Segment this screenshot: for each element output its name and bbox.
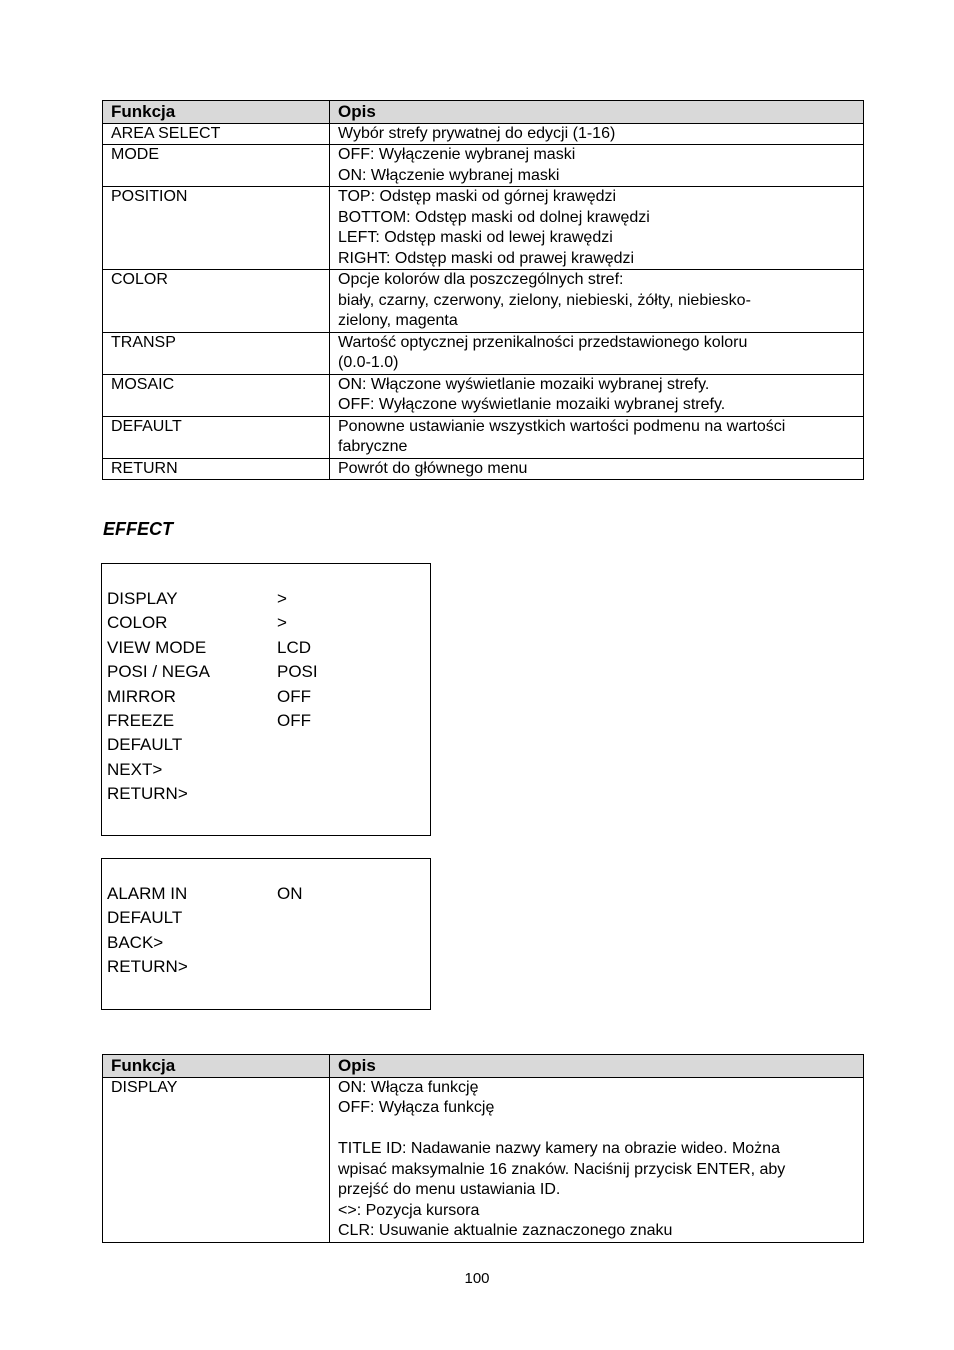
osd-item-value: ON (277, 884, 303, 903)
description-cell: ON: Włącza funkcję OFF: Wyłącza funkcję TITLE ID: Nadawanie nazwy kamery na obrazie wideo. Można wpisać maksymalnie 16 znaków. Naciśnij przycisk ENTER, aby przejść do menu ustawiania ID. <>: Pozycja kursora CLR: Usuwanie aktualnie zaznaczonego znaku (330, 1077, 864, 1242)
osd-menu-item-return (107, 956, 407, 980)
description-cell: Wartość optycznej przenikalności przedstawionego koloru (0.0-1.0) (330, 332, 864, 374)
function-cell: POSITION (103, 187, 330, 270)
table-row (103, 416, 864, 458)
column-header-function: Funkcja (103, 1055, 330, 1078)
osd-item-label: NEXT> (107, 759, 163, 779)
osd-item-label: RETURN> (107, 957, 188, 977)
osd-menu-item-alarm-in (107, 883, 407, 907)
osd-menu-item-default (107, 734, 407, 758)
description-cell: Powrót do głównego menu (330, 458, 864, 480)
osd-item-label: BACK> (107, 932, 164, 952)
function-cell: TRANSP (103, 332, 330, 374)
osd-menu-list (107, 883, 407, 981)
description-cell: TOP: Odstęp maski od górnej krawędzi BOTTOM: Odstęp maski od dolnej krawędzi LEFT: Odstęp maski od lewej krawędzi RIGHT: Odstęp maski od prawej krawędzi (330, 187, 864, 270)
table-row (103, 145, 864, 187)
osd-item-value: OFF (277, 710, 311, 730)
table-row (103, 332, 864, 374)
function-cell: RETURN (103, 458, 330, 480)
osd-menu-list (107, 588, 407, 808)
page-number: 100 (464, 1270, 490, 1287)
description-cell: ON: Włączone wyświetlanie mozaiki wybranej strefy. OFF: Wyłączone wyświetlanie mozaiki wybranej strefy. (330, 374, 864, 416)
osd-item-label: POSI / NEGA (107, 662, 210, 682)
description-cell: OFF: Wyłączenie wybranej maski ON: Włączenie wybranej maski (330, 145, 864, 187)
osd-menu-item-view-mode (107, 637, 407, 661)
table-row (103, 123, 864, 145)
description-cell: Wybór strefy prywatnej do edycji (1-16) (330, 123, 864, 145)
osd-menu-item-display (107, 588, 407, 612)
column-header-description: Opis (330, 1055, 864, 1078)
column-header-description: Opis (330, 101, 864, 124)
osd-menu-item-freeze (107, 710, 407, 734)
osd-menu-item-posi-nega (107, 661, 407, 685)
osd-item-label: DISPLAY (107, 589, 178, 608)
osd-item-label: DEFAULT (107, 908, 183, 928)
function-cell: COLOR (103, 270, 330, 333)
osd-item-value: POSI (277, 662, 318, 682)
osd-item-label: DEFAULT (107, 735, 183, 755)
osd-item-label: COLOR (107, 613, 168, 633)
table-row (103, 1077, 864, 1242)
table-header-row (103, 101, 864, 124)
osd-item-value: > (277, 589, 287, 608)
function-cell: MOSAIC (103, 374, 330, 416)
description-cell: Ponowne ustawianie wszystkich wartości podmenu na wartości fabryczne (330, 416, 864, 458)
osd-menu-item-default (107, 907, 407, 931)
osd-menu-item-return (107, 783, 407, 807)
effect-function-table (102, 1054, 864, 1243)
osd-menu-item-color (107, 612, 407, 636)
section-title-effect: EFFECT (103, 519, 173, 539)
osd-menu-item-back (107, 932, 407, 956)
osd-menu-item-mirror (107, 686, 407, 710)
osd-menu-item-next (107, 759, 407, 783)
table-header-row (103, 1055, 864, 1078)
effect-osd-menu-page-2 (101, 858, 431, 1010)
table-row (103, 187, 864, 270)
osd-item-label: FREEZE (107, 710, 175, 730)
osd-item-label: MIRROR (107, 686, 176, 706)
privacy-mask-function-table (102, 100, 864, 480)
osd-item-value: > (277, 613, 287, 633)
osd-item-value: OFF (277, 686, 311, 706)
table-row (103, 374, 864, 416)
function-cell: AREA SELECT (103, 123, 330, 145)
function-cell: MODE (103, 145, 330, 187)
function-cell: DEFAULT (103, 416, 330, 458)
osd-item-value: LCD (277, 637, 312, 657)
table-row (103, 458, 864, 480)
osd-item-label: RETURN> (107, 784, 188, 804)
column-header-function: Funkcja (103, 101, 330, 124)
description-cell: Opcje kolorów dla poszczególnych stref: biały, czarny, czerwony, zielony, niebieski, żółty, niebiesko- zielony, magenta (330, 270, 864, 333)
osd-item-label: VIEW MODE (107, 637, 207, 657)
function-cell: DISPLAY (103, 1077, 330, 1242)
osd-item-label: ALARM IN (107, 884, 188, 903)
effect-osd-menu-page-1 (101, 563, 431, 836)
table-row (103, 270, 864, 333)
